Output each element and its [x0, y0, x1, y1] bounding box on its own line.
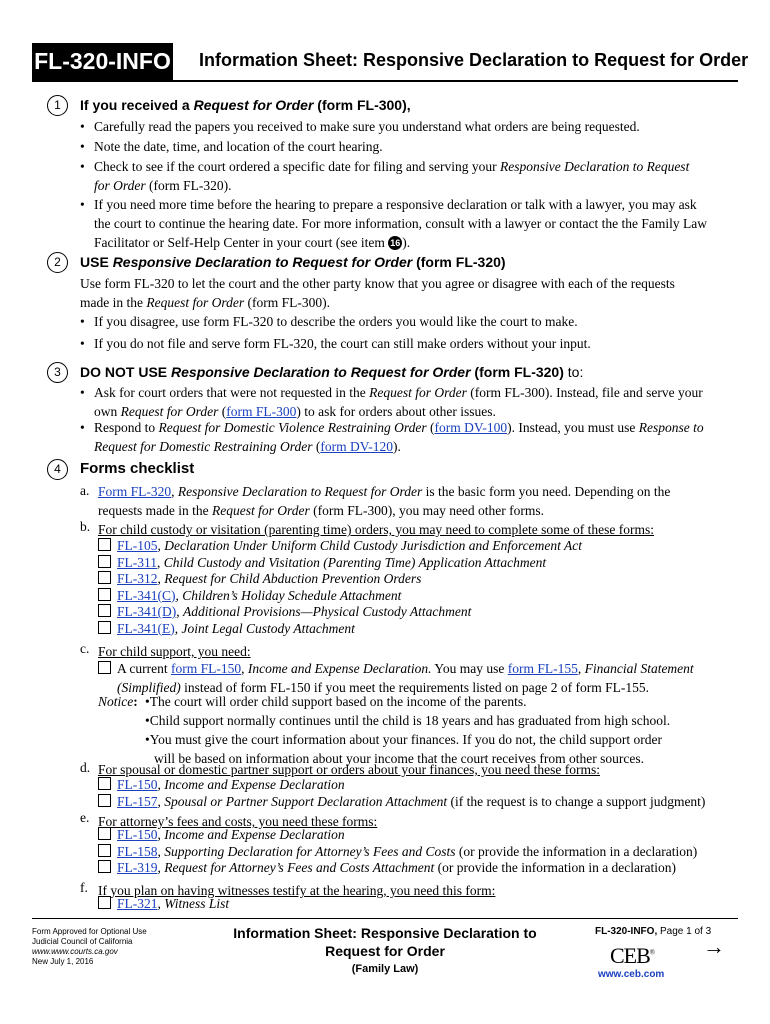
item-c-row: A current form FL-150, Income and Expense Declaration. You may use form FL-155, Financial Statement (Simplified) instead of form FL-150 if you meet the requirements listed on page 2 of form FL-155.: [98, 659, 758, 697]
item-d-heading: For spousal or domestic partner support or orders about your finances, you need these forms:: [98, 762, 601, 777]
footer-title: Information Sheet: Responsive Declaration to Request for Order (Family Law): [233, 925, 537, 975]
footer-approval: Form Approved for Optional Use Judicial Council of California www.www.courts.ca.gov New July 1, 2016: [32, 927, 147, 966]
item-a-letter: a.: [80, 483, 90, 498]
form-link[interactable]: FL-312: [117, 571, 158, 586]
form-fl-155-link[interactable]: form FL-155: [507, 661, 578, 676]
checkbox[interactable]: [98, 860, 111, 873]
checkbox[interactable]: [98, 604, 111, 617]
checkbox[interactable]: [98, 538, 111, 551]
ceb-website-link[interactable]: www.ceb.com: [598, 969, 665, 980]
section-3-bullet-1: • Ask for court orders that were not requested in the Request for Order (form FL-300). Instead, file and serve your own Request for Order (form FL-300) to ask for orders about other issues.: [80, 385, 703, 419]
checkbox[interactable]: [98, 661, 111, 674]
checklist-row: FL-312, Request for Child Abduction Prevention Orders: [98, 571, 748, 588]
form-link[interactable]: FL-157: [117, 793, 158, 809]
form-title: Declaration Under Uniform Child Custody Jurisdiction and Enforcement Act: [164, 538, 582, 553]
page-title: Information Sheet: Responsive Declaration to Request for Order: [199, 50, 749, 70]
form-title: Joint Legal Custody Attachment: [181, 620, 355, 636]
footer-divider: [32, 918, 738, 919]
form-note: (if the request is to change a support judgment): [447, 793, 706, 809]
checkbox[interactable]: [98, 777, 111, 790]
form-dv-100-link[interactable]: form DV-100: [434, 420, 508, 435]
checklist-row: FL-105, Declaration Under Uniform Child Custody Jurisdiction and Enforcement Act: [98, 538, 748, 555]
item-c-letter: c.: [80, 641, 90, 656]
form-title: Supporting Declaration for Attorney’s Fees and Costs: [164, 843, 456, 859]
checklist-row: FL-157, Spousal or Partner Support Declaration Attachment (if the request is to change a support judgment): [98, 794, 758, 811]
section-3-heading: DO NOT USE Responsive Declaration to Request for Order (form FL-320) to:: [80, 364, 584, 380]
form-link[interactable]: FL-341(D): [117, 604, 177, 619]
form-title: Witness List: [164, 896, 230, 911]
form-title: Spousal or Partner Support Declaration Attachment: [164, 793, 448, 809]
notice-list: •The court will order child support based on the income of the parents. •Child support normally continues until the child is 18 years and has graduated from high school. •You must give the court information about your finances. If you do not, the child support order will be based on information about your income that the court receives from other sources.: [145, 694, 671, 766]
item-16-reference: 16: [390, 238, 401, 248]
item-d-letter: d.: [80, 760, 91, 775]
form-link[interactable]: FL-150: [117, 827, 158, 842]
item-d-checklist: [98, 777, 758, 810]
form-link[interactable]: FL-319: [117, 860, 158, 875]
form-title: Income and Expense Declaration: [164, 827, 345, 842]
form-link[interactable]: FL-311: [117, 554, 157, 570]
form-link[interactable]: FL-150: [117, 777, 158, 792]
header-divider: [32, 80, 738, 82]
section-1-bullet-4: • If you need more time before the hearing to prepare a responsive declaration or talk with a lawyer, you may ask the court to continue the hearing date. For more information, consult with a lawyer or contact the the Family Law Facilitator or Self-Help Center in your court (see item 16 ).: [80, 197, 707, 250]
checklist-row: FL-341(C), Children’s Holiday Schedule Attachment: [98, 588, 748, 605]
checklist-row: FL-150, Income and Expense Declaration: [98, 777, 758, 794]
checklist-row: FL-319, Request for Attorney’s Fees and Costs Attachment (or provide the information in a declaration): [98, 860, 758, 877]
section-1-bullet-2: • Note the date, time, and location of the court hearing.: [80, 139, 383, 154]
item-e-heading: For attorney’s fees and costs, you need these forms:: [98, 814, 378, 829]
section-1-heading: If you received a Request for Order (form FL-300),: [80, 97, 411, 113]
checklist-row: FL-311, Child Custody and Visitation (Parenting Time) Application Attachment: [98, 555, 748, 572]
checklist-row: FL-158, Supporting Declaration for Attorney’s Fees and Costs (or provide the information in a declaration): [98, 844, 758, 861]
footer-page-info: FL-320-INFO, Page 1 of 3: [595, 926, 712, 937]
section-1-number: 1: [47, 95, 68, 116]
checklist-row: FL-150, Income and Expense Declaration: [98, 827, 758, 844]
item-e-letter: e.: [80, 810, 90, 825]
form-link[interactable]: FL-105: [117, 538, 158, 553]
checkbox[interactable]: [98, 571, 111, 584]
checkbox[interactable]: [98, 588, 111, 601]
item-f-heading: If you plan on having witnesses testify at the hearing, you need this form:: [98, 883, 496, 898]
form-link[interactable]: FL-158: [117, 843, 158, 859]
section-1-bullet-1: • Carefully read the papers you received to make sure you understand what orders are being requested.: [80, 119, 640, 134]
checklist-row: FL-321, Witness List: [98, 896, 758, 913]
section-2-bullet-1: • If you disagree, use form FL-320 to describe the orders you would like the court to make.: [80, 314, 578, 329]
form-title: Income and Expense Declaration: [164, 777, 345, 792]
form-note: (or provide the information in a declaration): [434, 860, 677, 875]
next-page-arrow-icon[interactable]: →: [703, 934, 725, 959]
form-title: Request for Child Abduction Prevention Orders: [164, 571, 422, 586]
form-title: Request for Attorney’s Fees and Costs Attachment: [164, 860, 435, 875]
form-title: Child Custody and Visitation (Parenting Time) Application Attachment: [163, 554, 547, 570]
ceb-logo: CEB®: [610, 943, 655, 968]
section-4-heading: Forms checklist: [80, 460, 195, 477]
item-a-text: Form FL-320, Responsive Declaration to Request for Order is the basic form you need. Depending on the requests made in the Request for Order (form FL-300), you may need other forms.: [98, 484, 671, 518]
section-3-bullet-2: • Respond to Request for Domestic Violence Restraining Order (form DV-100). Instead, you must use Response to Request for Domestic Restraining Order (form DV-120).: [80, 420, 704, 454]
section-1-bullet-3: • Check to see if the court ordered a specific date for filing and serving your Responsive Declaration to Request for Order (form FL-320).: [80, 159, 690, 193]
section-2-heading: USE Responsive Declaration to Request for Order (form FL-320): [80, 254, 506, 270]
checklist-row: FL-341(D), Additional Provisions—Physical Custody Attachment: [98, 604, 748, 621]
item-b-checklist: [98, 538, 748, 637]
checklist-row: FL-341(E), Joint Legal Custody Attachment: [98, 621, 748, 638]
form-dv-120-link[interactable]: form DV-120: [320, 439, 393, 454]
section-2-paragraph: Use form FL-320 to let the court and the other party know that you agree or disagree with each of the requests made in the Request for Order (form FL-300).: [80, 276, 675, 310]
checkbox[interactable]: [98, 621, 111, 634]
item-c-heading: For child support, you need:: [98, 644, 251, 659]
notice-label: Notice:: [98, 694, 138, 709]
form-id-badge: FL-320-INFO: [32, 43, 173, 80]
section-2-bullet-2: • If you do not file and serve form FL-320, the court can still make orders without your input.: [80, 336, 591, 351]
section-2-number: 2: [47, 252, 68, 273]
checkbox[interactable]: [98, 794, 111, 807]
checkbox[interactable]: [98, 827, 111, 840]
form-link[interactable]: FL-341(E): [117, 620, 175, 636]
form-title: Children’s Holiday Schedule Attachment: [182, 587, 402, 603]
checkbox[interactable]: [98, 844, 111, 857]
checkbox[interactable]: [98, 896, 111, 909]
form-link[interactable]: FL-321: [117, 896, 158, 911]
section-3-number: 3: [47, 362, 68, 383]
form-fl-150-link[interactable]: form FL-150: [170, 661, 242, 676]
checkbox[interactable]: [98, 555, 111, 568]
section-4-number: 4: [47, 459, 68, 480]
item-f-checklist: [98, 896, 758, 913]
form-note: (or provide the information in a declaration): [455, 843, 698, 859]
item-b-letter: b.: [80, 519, 91, 534]
item-f-letter: f.: [80, 880, 88, 895]
form-fl-300-link[interactable]: form FL-300: [226, 404, 297, 419]
form-title: Additional Provisions—Physical Custody Attachment: [183, 604, 472, 619]
form-fl-320-link[interactable]: Form FL-320: [98, 484, 172, 499]
item-e-checklist: [98, 827, 758, 877]
item-b-heading: For child custody or visitation (parenting time) orders, you may need to complete some of these forms:: [98, 522, 654, 537]
form-link[interactable]: FL-341(C): [117, 587, 176, 603]
